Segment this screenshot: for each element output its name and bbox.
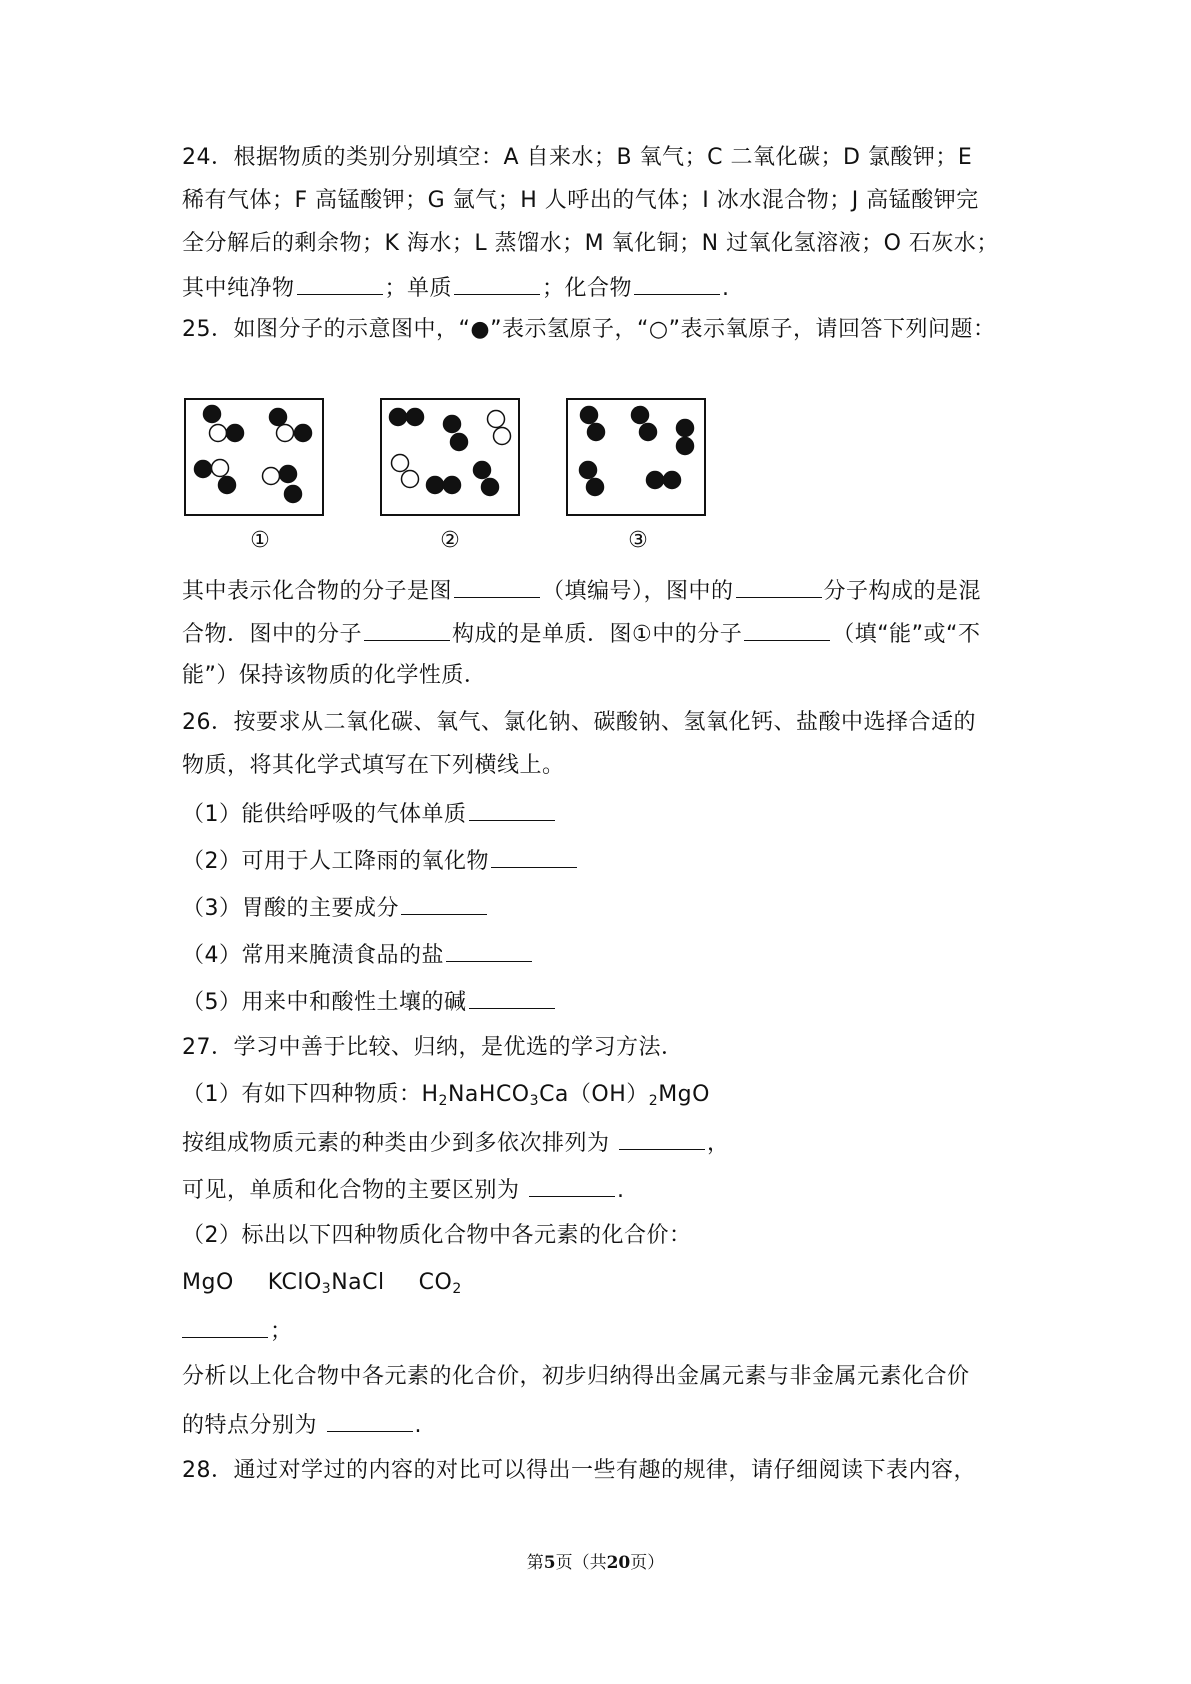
- q24-line-2: 稀有气体；F 高锰酸钾；G 氩气；H 人呼出的气体；I 冰水混合物；J 高锰酸钾完: [182, 188, 979, 213]
- subscript: 2: [438, 1093, 448, 1109]
- q26-item-text: （2）可用于人工降雨的氧化物: [182, 849, 489, 874]
- answer-blank[interactable]: [634, 272, 720, 295]
- answer-blank[interactable]: [327, 1409, 413, 1432]
- q24-pure-label: 其中纯净物: [182, 276, 295, 301]
- q25-line-2: [182, 575, 1027, 607]
- molecule-diagram-3: [566, 398, 706, 516]
- answer-blank[interactable]: [469, 798, 555, 821]
- molecule-diagram-1: [184, 398, 324, 516]
- footer-text: 页）: [630, 1553, 665, 1573]
- q27-text: 的特点分别为: [182, 1413, 318, 1438]
- q27-text: （1）有如下四种物质：: [182, 1082, 422, 1107]
- q27-text: .: [617, 1178, 625, 1203]
- q24-compound-label: ；化合物: [542, 276, 633, 301]
- answer-blank[interactable]: [446, 939, 532, 962]
- answer-blank[interactable]: [529, 1174, 615, 1197]
- q28-line-1: 28．通过对学过的内容的对比可以得出一些有趣的规律，请仔细阅读下表内容，: [182, 1458, 976, 1483]
- q24-element-label: ；单质: [384, 276, 453, 301]
- q27-text: 可见，单质和化合物的主要区别为: [182, 1178, 520, 1203]
- q26-item-text: （5）用来中和酸性土壤的碱: [182, 990, 467, 1015]
- q25-text: 分子构成的是混: [823, 579, 982, 604]
- formula-h2: H: [421, 1082, 439, 1107]
- q24-end-period: .: [722, 276, 730, 301]
- total-pages: 20: [606, 1553, 631, 1573]
- formula-co2: CO: [418, 1270, 453, 1295]
- q27-line-3: [182, 1127, 1027, 1159]
- figure-label-2: ②: [440, 528, 460, 553]
- formula-caoh2: Ca（OH）: [539, 1082, 649, 1107]
- q27-formulas: [182, 1268, 1027, 1298]
- q26-item-1: [182, 798, 1027, 830]
- formula-mgo: MgO: [182, 1270, 234, 1295]
- answer-blank[interactable]: [744, 618, 830, 641]
- q27-text: ；: [270, 1319, 293, 1344]
- figure-label-3: ③: [628, 528, 648, 553]
- q26-item-5: [182, 986, 1027, 1018]
- q27-line-6: [182, 1315, 1027, 1347]
- page-number: 5: [543, 1553, 556, 1573]
- answer-blank[interactable]: [454, 575, 540, 598]
- formula-nahco3: NaHCO: [447, 1082, 530, 1107]
- q26-item-3: [182, 892, 1027, 924]
- q27-line-4: [182, 1174, 1027, 1206]
- q26-item-4: [182, 939, 1027, 971]
- footer-text: 第: [526, 1553, 544, 1573]
- q25-line-1: 25．如图分子的示意图中，“●”表示氢原子，“○”表示氧原子，请回答下列问题：: [182, 317, 996, 342]
- q27-line-8: [182, 1409, 1027, 1441]
- q25-text: 其中表示化合物的分子是图: [182, 579, 453, 604]
- q26-line-2: 物质，将其化学式填写在下列横线上。: [182, 753, 565, 778]
- q27-line-7: 分析以上化合物中各元素的化合价，初步归纳得出金属元素与非金属元素化合价: [182, 1364, 970, 1389]
- answer-blank[interactable]: [364, 618, 450, 641]
- q26-item-2: [182, 845, 1027, 877]
- page-footer: [0, 1548, 1191, 1573]
- q25-text: （填编号），图中的: [542, 579, 734, 604]
- q27-text: ，: [707, 1131, 730, 1156]
- q27-text: 按组成物质元素的种类由少到多依次排列为: [182, 1131, 610, 1156]
- q24-line-3: 全分解后的剩余物；K 海水；L 蒸馏水；M 氧化铜；N 过氧化氢溶液；O 石灰水；: [182, 231, 999, 256]
- answer-blank[interactable]: [619, 1127, 705, 1150]
- figure-label-1: ①: [250, 528, 270, 553]
- q25-text: 合物．图中的分子: [182, 622, 363, 647]
- q25-text: 构成的是单质．图①中的分子: [452, 622, 743, 647]
- answer-blank[interactable]: [182, 1315, 268, 1338]
- answer-blank[interactable]: [491, 845, 577, 868]
- q25-line-3: [182, 618, 1027, 650]
- answer-blank[interactable]: [454, 272, 540, 295]
- q27-text: .: [414, 1413, 423, 1438]
- q24-line-4: [182, 272, 1027, 304]
- q24-line-1: 24．根据物质的类别分别填空：A 自来水；B 氧气；C 二氧化碳；D 氯酸钾；E: [182, 145, 973, 170]
- formula-mgo: MgO: [658, 1082, 710, 1107]
- q26-item-text: （4）常用来腌渍食品的盐: [182, 943, 444, 968]
- answer-blank[interactable]: [736, 575, 822, 598]
- q27-line-5: （2）标出以下四种物质化合物中各元素的化合价：: [182, 1223, 692, 1248]
- q25-line-4: 能”）保持该物质的化学性质．: [182, 663, 487, 688]
- q26-item-text: （3）胃酸的主要成分: [182, 896, 399, 921]
- molecule-diagram-2: [380, 398, 520, 516]
- answer-blank[interactable]: [469, 986, 555, 1009]
- subscript: 2: [452, 1281, 462, 1297]
- q27-line-1: 27．学习中善于比较、归纳，是优选的学习方法．: [182, 1035, 684, 1060]
- q25-text: （填“能”或“不: [832, 622, 981, 647]
- formula-kclo3: KClO: [267, 1270, 322, 1295]
- footer-text: 页（共: [555, 1553, 607, 1573]
- q26-item-text: （1）能供给呼吸的气体单质: [182, 802, 467, 827]
- subscript: 3: [529, 1093, 540, 1109]
- formula-nacl: NaCl: [331, 1270, 385, 1295]
- q26-line-1: 26．按要求从二氧化碳、氧气、氯化钠、碳酸钠、氢氧化钙、盐酸中选择合适的: [182, 710, 976, 735]
- q27-line-2: [182, 1080, 1027, 1110]
- answer-blank[interactable]: [297, 272, 383, 295]
- subscript: 2: [648, 1093, 659, 1109]
- subscript: 3: [321, 1281, 332, 1297]
- answer-blank[interactable]: [401, 892, 487, 915]
